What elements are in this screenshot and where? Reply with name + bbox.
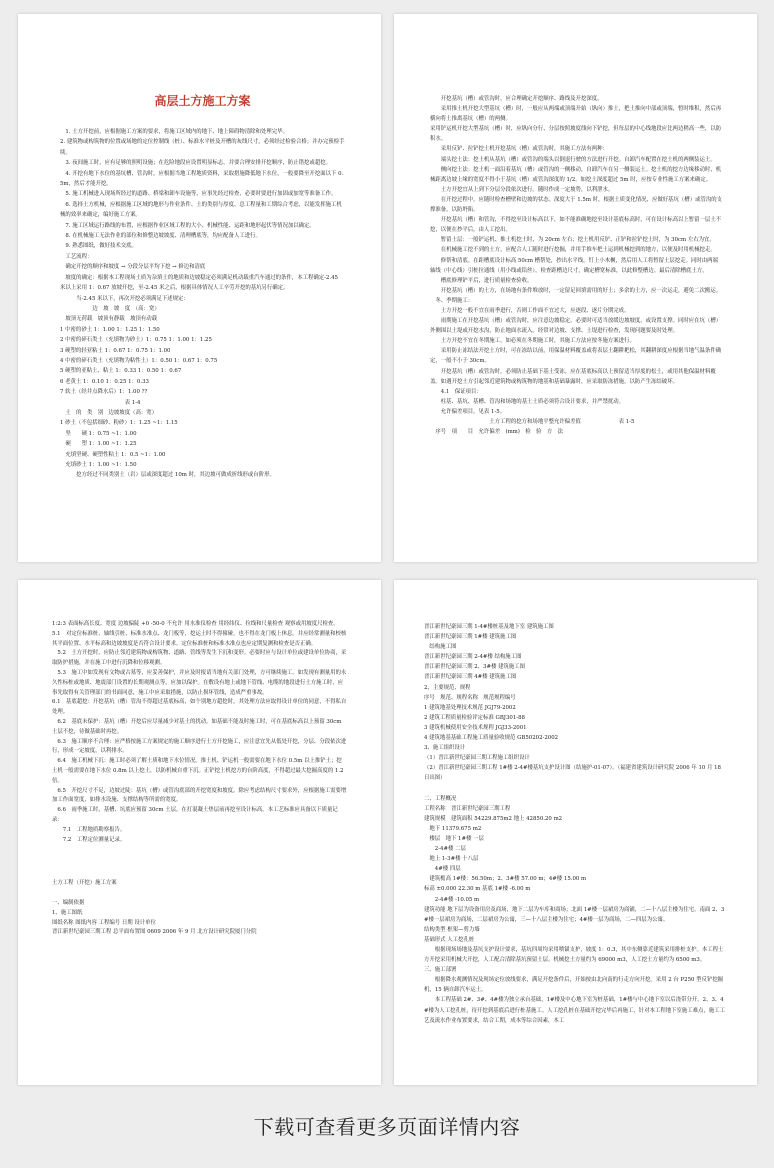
page-3-body (52, 620, 347, 845)
download-more-caption: 下载可查看更多页面详情内容 (253, 1115, 521, 1139)
text-line: 暂留土层：一般铲运机、推土机挖土时，为 20cm 左右；挖土机用反铲、正铲和拉铲挖土时，为 30cm 左右为宜。 (430, 237, 715, 244)
text-line: 冬、季期施工： (430, 297, 474, 304)
text-line: 5.2 土方开挖时，应防止邻近建筑物或构筑物、道路、管线等发生下沉和变形。必要时应与设计单位或建设单位协商，采取防护措施，并在施工中进行沉降和位移观测。 (52, 650, 347, 667)
text-line: 端头挖土法：挖土机从基坑（槽）或管沟的端头以倒退行驶的方法进行开挖。自卸汽车配置在挖土机的两侧装运土。 (430, 156, 716, 163)
text-line: 建筑规模 建筑面积 54229.875m2 地上 42850.20 m2 (424, 815, 563, 822)
text-line: 4.1 保证项目： (430, 388, 482, 395)
text-line: 9. 熟悉图纸，做好技术交底。 (60, 243, 137, 250)
text-line: 7.1 工程地质勘察报告。 (52, 826, 126, 833)
text-line: 土方工程的挖方和场地平整允许偏差值 表 1-5 (430, 419, 635, 425)
text-line: 6. 选择土方机械，应根据施工区域的地形与作业条件、土的类别与厚度、总工程量和工期综合考虑，以能发挥施工机械的效率来确定，编好施工方案。 (60, 201, 342, 219)
text-line: 一、编制依据 (52, 899, 85, 906)
text-line: 三、施工部署 (424, 967, 457, 974)
text-line (52, 889, 347, 899)
text-line: 允许偏差项目，见表 1-5。 (430, 408, 506, 415)
text-line: 坚 硬 1：0.75 ~1：1.00 (60, 430, 137, 437)
text-line: 确定开挖的顺序和坡度 → 分段分层平均下挖 → 修边和清底 (60, 264, 206, 271)
page-1-body (60, 127, 345, 481)
text-line: 开挖基坑（槽）或管沟时，必须防止基础下基土受冻。应在基底标高以上预留适当厚度的松土，或用其他保温材料覆盖。如遇开挖土方引起邻近建筑物或构筑物的地基和基础暴露时，应采取防冻措施，以防产生冻结破坏。 (430, 368, 716, 385)
text-line: 修帮和清底。在距槽底设计标高 50cm 槽帮处，抄出水平线，钉上小木橛，然后用人工将暂留土层挖走。同时由两端轴线（中心线）引桩拉通线（用小线或铅丝），检查距槽边尺寸，确定槽宽标准，以此修整槽边。最后清除槽底土方。 (430, 257, 718, 274)
text-line: 3. 夜间施工时，应有足够的照明设施；在危险地段应设置明显标志，并要合理安排开挖顺序，防止错挖或超挖。 (60, 160, 331, 167)
text-line: 4 中密的碎石类土（充填物为粘性土）1：0.50 1：0.67 1：0.75 (60, 357, 218, 364)
text-line: 7. 施工区域运行路线的布置，应根据作业区域工程的大小、机械性能、运距和地形起伏等情况加以确定。 (60, 222, 315, 229)
text-line: 6.6 雨季施工时，基槽、坑底应预留 30cm 土层，在打混凝土垫层前再挖至设计标高。本工艺标准应具备以下质量记录： (52, 807, 338, 823)
text-line: 柱基、基坑、基槽、管沟和场地的基土土质必须符合设计要求，并严禁扰动。 (430, 398, 625, 405)
text-line: 1. 土方开挖前，应根据施工方案的要求，将施工区域内的地下、地上障碍物清除和处理完毕。 (60, 129, 288, 135)
text-line: 土方开挖不宜在冬期施工。如必须在冬期施工时，其施工方法应按冬施方案进行。 (430, 338, 635, 345)
text-line: 硬 塑 1：1.00 ~1：1.25 (60, 441, 137, 448)
page-4-body (424, 622, 727, 1026)
text-line: 晋江新世纪豪园三期 2、3#楼 建筑施工图 (424, 664, 526, 671)
text-line: 6 老黄土 1：0.10 1：0.25 1：0.33 (60, 378, 149, 385)
text-line: 雨期施工在开挖基坑（槽）或管沟时，应注意边坡稳定。必要时可适当放缓边坡坡度，或设置支撑。同时应在坑（槽）外侧围以土堤或开挖水沟，防止地面水流入。经常对边坡、支撑、土堤进行检查，发现问题要及时处理。 (430, 318, 722, 335)
text-line: 采用铲运机开挖大型基坑（槽）时，应纵向分行、分层按照坡度线向下铲挖，但每层的中心线地段应比两边稍高一些，以防积水。 (430, 126, 722, 143)
text-line: 地下 11379.675 m2 (424, 825, 482, 832)
document-page-2 (394, 14, 757, 562)
text-line: 工程名称 晋江新世纪豪园三期工程 (424, 805, 511, 812)
text-line: 晋江新世纪豪园三期 4#楼 建筑施工图 (424, 674, 517, 681)
text-line: 2、主要规范、规程 (424, 684, 471, 691)
text-line: 基础形式 人工挖孔桩 (424, 936, 475, 943)
text-line: 3 建筑机械使用安全技术规程 JGJ33-2001 (424, 724, 527, 731)
page-3-spacer (52, 845, 347, 879)
text-line: 采用推土机开挖大型基坑（槽）时，一般应从两端或顶端开始（纵向）推土，把土推向中部或顶端，暂时堆积，然后再横向将土推离基坑（槽）的两侧。 (430, 106, 722, 123)
document-page-3 (18, 580, 381, 1085)
text-line: 5. 施工机械进入现场所经过的道路、桥梁和卸车设施等，应事先经过检查，必要时要进行加固或加宽等准备工作。 (60, 191, 337, 198)
text-line: 4. 开挖有地下水位的基坑槽、管沟时，应根据当地工程地质资料，采取措施降低地下水位，一般要降至开挖面以下 0.5m，然后才能开挖。 (60, 170, 344, 188)
text-line: 晋江新世纪豪园三期工程 总平面布置图 0609 2006 年 9 月 北方设计研究院厦门分院 (52, 929, 257, 936)
text-line: 序号 项 目 允许偏差 (mm) 检 验 方 法 (430, 429, 564, 436)
text-line: 在开挖过程中，应随时检查槽壁和边坡的状态。深度大于 1.5m 时，根据土质变化情况，应做好基坑（槽）或管沟的支撑准备，以防坍陷。 (430, 196, 723, 214)
document-page-1 (18, 14, 381, 562)
text-line: 晋江新世纪豪园三期 1-4#楼桩基及地下室 建筑施工图 (424, 624, 554, 630)
text-line: 采用反铲、拉铲挖土机开挖基坑（槽）或管沟时，其施工方法有两种： (430, 146, 608, 153)
text-line: 1、施工图纸 (52, 909, 83, 916)
text-line: 坡顶无荷载 坡顶有静载 坡顶有动载 (60, 316, 158, 323)
text-line: 1:2:3 表面标高长度、宽度 边坡偏陡 +0 -50-0 不允许 用水准仪检查 用经纬仪、拉线和尺量检查 观察或用坡度尺检查。 (52, 621, 339, 627)
text-line: 2-4#楼 二层 (424, 846, 466, 853)
text-line: 土方开挖一般不宜在雨季进行，否则工作面不宜过大，应逐段、逐片分期完成。 (430, 307, 630, 314)
text-line: 5.3 施工中如发现有文物或古墓等，应妥善保护，并应及时报请当地有关部门处理，方可继续施工。如发现有测量用的永久性标桩或地质、地震部门设置的长期观测点等，应加以保护。在敷设有地上或地下管线、电缆的地段进行土方施工时，应事先取得有关管理部门的书面同意，施工中应采取措施，以防止损坏管线，造成严重事故。 (52, 669, 347, 696)
text-line: 槽底修理铲平后，进行质量检查验收。 (430, 277, 533, 284)
text-line: 5.1 对定位标准桩、轴线引桩、标准水准点、龙门板等，挖运土时不得撞碰，也不得在龙门板上休息。并应经常测量和校核其平面位置、水平标高和边坡坡度是否符合设计要求。定位标准桩和标准水准点也应定期复测和检查是否正确。 (52, 630, 347, 647)
text-line: 结构类型 框架—剪力墙 (424, 926, 480, 933)
text-line: 充填坚硬、硬塑性粘土 1：0.5 ~1：1.00 (60, 451, 166, 458)
text-line: 地上 1-3#楼 十八层 (424, 856, 479, 863)
text-line: 当-2.45 米以下，再次开挖必须满足下述规定： (60, 295, 189, 302)
text-line: 边 坡 坡 度 （高：宽） (60, 305, 160, 312)
text-line: 根据现场场地及基坑支护设计要求，基坑四周均采用喷锚支护，坡度 1：0.3，其中东侧靠近建筑采用排桩支护。本工程土方开挖采用机械大开挖，人工配合清除基坑预留土层。机械挖土方量约为 69000 m3，人工挖土方量约为 6500 m3。 (424, 947, 724, 964)
page-3-body-section-2 (52, 879, 347, 938)
text-line: 楼层 地下 1#楼 一层 (424, 835, 484, 842)
text-line (424, 784, 727, 794)
text-line: 6.4 施工机械下沉：施工时必须了解土质和地下水位情况。推土机、铲运机一般需要在地下水位 0.5m 以上推铲土；挖土机一般需要在地下水位 0.8m 以上挖土，以防机械自重下沉。正铲挖土机挖方的台阶高度，不得超过最大挖掘高度的 1.2 倍。 (52, 758, 344, 784)
text-line: 3 硬塑的轻亚粘土 1：0.67 1：0.75 1：1.00 (60, 347, 171, 354)
text-line: 5 硬塑的亚粘土、粘土 1：0.33 1：0.50 1：0.67 (60, 368, 182, 375)
text-line: 4 建筑地基基础工程施工质量验收规范 GB50202-2002 (424, 735, 559, 742)
text-line: 2 中密的碎石类土（充填物为砂土）1：0.75 1：1.00 1：1.25 (60, 337, 212, 344)
text-line: 开挖基坑（槽）和管沟，不得挖至设计标高以下，如不能准确地挖至设计基底标高时，可在设计标高以上暂留一层土不挖，以便在抄平后，由人工挖出。 (430, 217, 722, 234)
text-line: 6.1 基底超挖：开挖基坑（槽）管沟不得超过基底标高，如个别地方超挖时，其处理方法应取得设计单位的同意，不得私自处理。 (52, 699, 347, 716)
text-line: 侧向挖土法：挖土机一面沿着基坑（槽）或管沟的一侧移动，自卸汽车在另一侧装运土。挖土机的挖方边缘移动时，机械距离边坡上缘的宽度不得小于基坑（槽）或管沟深度的 1/2。如挖土深度超过 5m 时，应按专业性施工方案来确定。 (430, 166, 722, 183)
text-line: 充填砂土 1：1.00 ~1：1.50 (60, 462, 137, 468)
text-line: 坡度的确定：根据本工程现场土质为杂填土的地质和边坡稳定必须满足机动载重汽车通过的条件，本工程确定-2.45 米以上采用 1：0.67 放坡开挖，至-2.45 米之后，根据具体情况人工辛劳开挖的基坑另行确定。 (60, 274, 338, 292)
text-line: 6.3 施工顺序不合理：应严格按施工方案规定的施工顺序进行土方开挖施工，应注意宜先从低处开挖，分层、分段依次进行，形成一定坡度，以利排水。 (52, 738, 347, 755)
text-line: 开挖基坑（槽）或管沟时，应合理确定开挖顺序、路线及开挖深度。 (430, 96, 603, 102)
text-line: 结构施工图 (424, 644, 457, 651)
text-line: 图纸名称 图纸内容 工程编号 日期 设计单位 (52, 919, 156, 926)
text-line: 建筑檐高 1#楼：56.50m；2、3#楼 57.00 m；4#楼 15.00 m (424, 876, 587, 883)
text-line: 表 1-4 (60, 399, 141, 406)
text-line: 晋江新世纪豪园三期 2-4#楼 结构施工图 (424, 654, 522, 661)
text-line: 6.2 基底未保护：基坑（槽）开挖后应尽量减少对基土的扰动。如基础不能及时施工时，可在基底标高以上预留 30cm 土层不挖，待做基础时再挖。 (52, 718, 342, 735)
text-line: 8. 在机械施工无法作业的部位和修整边坡坡度、清理槽底等，均应配备人工进行。 (60, 233, 261, 240)
text-line: 开挖基坑（槽）的土方，在场地有条件堆放时，一定留足回填需用的好土；多余的土方，应一次运走，避免二次搬运。 (430, 287, 722, 294)
text-line: 挖方经过不同类别土（岩）层或深度超过 10m 时，其边坡可做成折线形或台阶形。 (60, 472, 275, 479)
document-title: 高层土方施工方案 (154, 94, 251, 108)
text-line: 6.5 开挖尺寸不足，边坡过陡：基坑（槽）或管沟底部的开挖宽度和坡度，除应考虑结构尺寸要求外，应根据施工需要增加工作面宽度，如排水设施、支撑结构等所需的宽度。 (52, 787, 347, 804)
text-line: 3、施工组织设计 (424, 745, 466, 752)
text-line: 序号 规范、规程名称 规范规程编号 (424, 694, 516, 701)
text-line: 本工程基础 2#、3#、4#楼为独立承台基础，1#楼及中心地下室为桩基础，1#楼与中心地下室以后浇带分开。2、3、4#楼为人工挖孔桩，待开挖到基底后进行桩基施工。人工挖孔桩在基础开挖完毕后再施工，针对本工程地下室施工难点，施工工艺及流水作业布置要求，结合工期，成本等综合因素，本工 (424, 997, 726, 1024)
text-line: 1 中密的砂土 1：1.00 1：1.25 1：1.50 (60, 326, 160, 333)
text-line: 二、工程概况 (424, 795, 457, 802)
document-page-4 (394, 580, 757, 1085)
text-line: 1 砂土（不包括细砂、粉砂）1：1.25 ~1：1.15 (60, 420, 178, 427)
text-line: 2. 建筑物或构筑物的位置或场地的定位控制线（桩）、标准水平桩及开槽的灰线尺寸，必须经过检验合格；并办完预检手续。 (60, 139, 345, 156)
text-line: 4#楼 四层 (424, 866, 461, 873)
text-line: 7.2 工程定位测量记录。 (52, 836, 126, 843)
text-line: （2）晋江新世纪豪园三期工程 1#楼 2-4#楼基坑支护设计图（结施护-01-07）。（福建省建筑设计研究院 2006 年 10 月 18 日出图） (424, 765, 721, 782)
text-line: 晋江新世纪豪园三期 1#楼 建筑施工图 (424, 634, 517, 641)
text-line: 土方开挖宜从上到下分层分段依次进行。随时作成一定坡势，以利泄水。 (430, 186, 614, 193)
text-line: 土方工程（开挖）施工方案 (52, 880, 117, 887)
text-line: 工艺流程： (60, 253, 93, 260)
text-line: 根据降水观测情况及现场定位放线要求，满足开挖条件后，开始按由北向南的行走方向开挖。采用 2 台 P250 型反铲挖掘机，15 辆自卸汽车运土。 (424, 977, 724, 994)
page-2-body (430, 94, 723, 437)
text-line: 建筑功能 地下层为设备用房及商场，地下二层为车库和商场；北面 1#楼一层裙房为商铺，二—十八层主楼为住宅。南面 2、3#楼一层裙房为商场，二层裙房为公寓，三—十八层主楼为住宅；4#楼一层为商场，二—四层为公寓。 (424, 906, 725, 923)
text-line: 2-4#楼 -10.05 m (424, 896, 480, 903)
text-line: 土 的 类 别 边坡坡度（高：宽） (60, 409, 158, 416)
text-line: 7 软土（经井点降水后）1：1.00 ?? (60, 389, 148, 396)
text-line: 标高 ±0.000 22.30 m 基底 1#楼 -6.00 m (424, 886, 531, 893)
text-line: 采用防止冻结法开挖土方时，可在冻结以前，用保温材料覆盖或将表层土翻耕耙松，其翻耕深度应根据当地气温条件确定，一般不小于 30cm。 (430, 348, 722, 365)
text-line: 在机械施工挖不到的土方，应配合人工随时进行挖掘，并用手推车把土运到机械挖到的地方，以便及时用机械挖走。 (430, 247, 716, 254)
text-line: 1 建筑地基处理技术规范 JGJ79-2002 (424, 704, 516, 711)
text-line: 2 建筑工程质量检验评定标准 GBJ301-88 (424, 714, 525, 721)
text-line: （1）晋江新世纪豪园三期工程施工组织设计 (424, 755, 530, 762)
